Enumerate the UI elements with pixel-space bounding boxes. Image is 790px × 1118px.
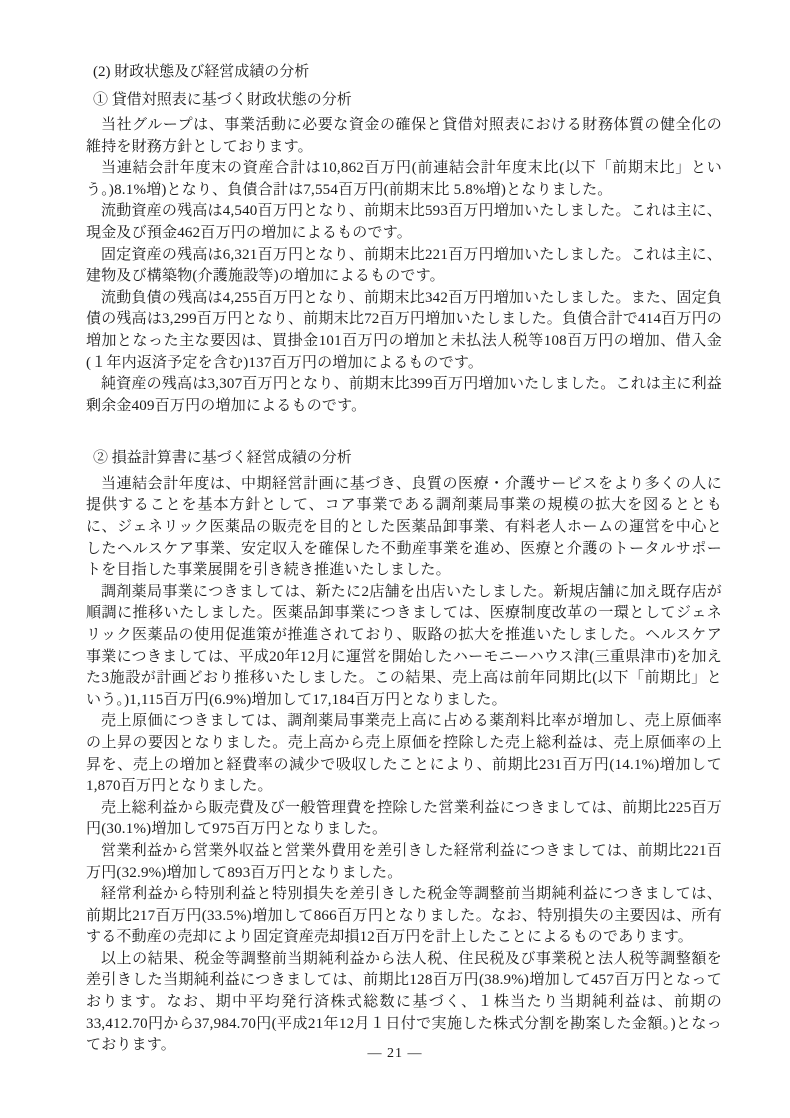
paragraph: 流動負債の残高は4,255百万円となり、前期末比342百万円増加いたしました。また、固定負債の残高は3,299百万円となり、前期末比72百万円増加いたしました。負債合計で414百万円の増加となった主な要因は、買掛金101百万円の増加と未払法人税等108百万円の増加、借入金(１年内返済予定を含む)137百万円の増加によるものです。 bbox=[86, 289, 722, 371]
section-title: (2) 財政状態及び経営成績の分析 bbox=[93, 64, 310, 80]
page-number: ― 21 ― bbox=[367, 1046, 423, 1061]
paragraph: 以上の結果、税金等調整前当期純利益から法人税、住民税及び事業税と法人税等調整額を差引きした当期純利益につきましては、前期比128百万円(38.9%)増加して457百万円となっております。なお、期中平均発行済株式総数に基づく、１株当たり当期純利益は、前期の33,412.70円から37,984.70円(平成21年12月１日付で実施した株式分割を勘案した金額。)となっております。 bbox=[86, 950, 722, 1054]
paragraph: 当連結会計年度末の資産合計は10,862百万円(前連結会計年度末比(以下「前期末比」という。)8.1%増)となり、負債合計は7,554百万円(前期末比 5.8%増)となりました。 bbox=[86, 160, 722, 198]
paragraph: 調剤薬局事業につきましては、新たに2店舗を出店いたしました。新規店舗に加え既存店が順調に推移いたしました。医薬品卸事業につきましては、医療制度改革の一環としてジェネリック医薬品の使用促進策が推進されており、販路の拡大を推進いたしました。ヘルスケア事業につきましては、平成20年12月に運営を開始したハーモニーハウス津(三重県津市)を加えた3施設が計画どおり推移いたしました。この結果、売上高は前年同期比(以下「前期比」という。)1,115百万円(6.9%)増加して17,184百万円となりました。 bbox=[86, 583, 722, 708]
paragraph: 経常利益から特別利益と特別損失を差引きした税金等調整前当期純利益につきましては、前期比217百万円(33.5%)増加して866百万円となりました。なお、特別損失の主要因は、所有する不動産の売却により固定資産売却損12百万円を計上したことによるものであります。 bbox=[86, 886, 722, 946]
paragraph: 当連結会計年度は、中期経営計画に基づき、良質の医療・介護サービスをより多くの人に提供することを基本方針として、コア事業である調剤薬局事業の規模の拡大を図るとともに、ジェネリック医薬品の販売を目的とした医薬品卸事業、有料老人ホームの運営を中心としたヘルスケア事業、安定収入を確保した不動産事業を進め、医療と介護のトータルサポートを目指した事業展開を引き続き推進いたしました。 bbox=[86, 475, 722, 579]
paragraph: 売上総利益から販売費及び一般管理費を控除した営業利益につきましては、前期比225百万円(30.1%)増加して975百万円となりました。 bbox=[86, 799, 722, 838]
paragraph: 固定資産の残高は6,321百万円となり、前期末比221百万円増加いたしました。これは主に、建物及び構築物(介護施設等)の増加によるものです。 bbox=[86, 246, 722, 285]
subsection-income-statement-analysis bbox=[86, 448, 722, 1057]
paragraph: 売上原価につきましては、調剤薬局事業売上高に占める薬剤料比率が増加し、売上原価率の上昇の要因となりました。売上高から売上原価を控除した売上総利益は、売上原価率の上昇を、売上の増加と経費率の減少で吸収したことにより、前期比231百万円(14.1%)増加して1,870百万円となりました。 bbox=[86, 713, 722, 795]
subsection-balance-sheet-analysis bbox=[86, 90, 722, 418]
paragraph: 営業利益から営業外収益と営業外費用を差引きした経常利益につきましては、前期比221百万円(32.9%)増加して893百万円となりました。 bbox=[86, 842, 722, 881]
paragraph: 流動資産の残高は4,540百万円となり、前期末比593百万円増加いたしました。これは主に、現金及び預金462百万円の増加によるものです。 bbox=[86, 203, 722, 241]
subsection-2-heading: ② 損益計算書に基づく経営成績の分析 bbox=[93, 450, 352, 467]
paragraph: 純資産の残高は3,307百万円となり、前期末比399百万円増加いたしました。これは主に利益剰余金409百万円の増加によるものです。 bbox=[86, 376, 722, 414]
subsection-1-heading: ① 貸借対照表に基づく財政状態の分析 bbox=[93, 91, 352, 108]
paragraph: 当社グループは、事業活動に必要な資金の確保と貸借対照表における財務体質の健全化の維持を財務方針としております。 bbox=[86, 117, 722, 155]
